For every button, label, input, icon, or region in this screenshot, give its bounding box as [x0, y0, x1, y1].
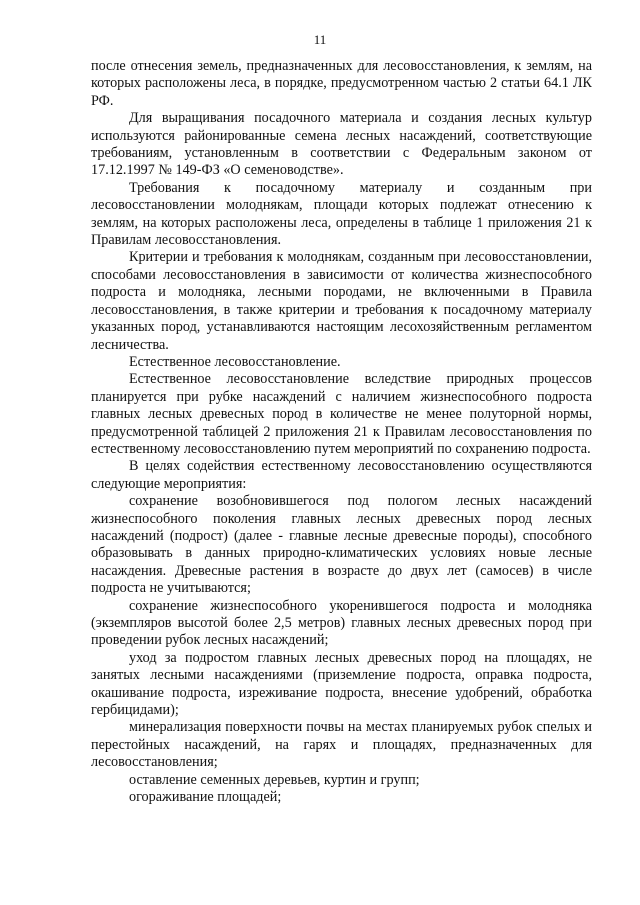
paragraph-3: Требования к посадочному материалу и созданным при лесовосстановлении молоднякам, площади которых подлежат отнесению к землям, на которых расположены леса, определены в таблице 1 приложения 21 к Правилам лесовосстановления.: [91, 179, 592, 249]
paragraph-10: уход за подростом главных лесных древесных пород на площадях, не занятых лесными насаждениями (приземление подроста, оправка подроста, окашивание подроста, изреживание подроста, внесение удобрений, обработка гербицидами);: [91, 649, 592, 719]
paragraph-11: минерализация поверхности почвы на местах планируемых рубок спелых и перестойных насаждений, на гарях и площадях, предназначенных для лесовосстановления;: [91, 719, 592, 771]
paragraph-7: В целях содействия естественному лесовосстановлению осуществляются следующие мероприятия:: [91, 458, 592, 492]
paragraph-12: оставление семенных деревьев, куртин и групп;: [129, 771, 420, 788]
paragraph-2: Для выращивания посадочного материала и создания лесных культур используются районированные семена лесных насаждений, соответствующие требованиям, установленным в соответствии с Федеральным законом от 17.12.1997 № 149-ФЗ «О семеноводстве».: [91, 110, 592, 179]
paragraph-8: сохранение возобновившегося под пологом лесных насаждений жизнеспособного поколения главных лесных древесных пород лесных насаждений (подрост) (далее - главные лесные древесные породы), способного образовывать в данных природно-климатических условиях новые лесные насаждения. Древесные растения в возрасте до двух лет (самосев) в числе подроста не учитываются;: [91, 493, 592, 597]
paragraph-5: Естественное лесовосстановление.: [129, 353, 341, 370]
paragraph-4: Критерии и требования к молоднякам, созданным при лесовосстановлении, способами лесовосстановления в зависимости от количества жизнеспособного подроста и молодняка, лесными породами, не включенными в Правила лесовосстановления, в также критерии и требования к посадочному материалу указанных пород, устанавливаются настоящим лесохозяйственным регламентом лесничества.: [91, 249, 592, 353]
page-number: 11: [313, 32, 327, 47]
paragraph-6: Естественное лесовосстановление вследствие природных процессов планируется при рубке насаждений с наличием жизнеспособного подроста главных лесных древесных пород в количестве не менее полуторной нормы, предусмотренной таблицей 2 приложения 21 к Правилам лесовосстановления по естественному лесовосстановлению путем мероприятий по сохранению подроста.: [91, 371, 592, 457]
body-text: [91, 58, 592, 806]
paragraph-1: после отнесения земель, предназначенных для лесовосстановления, к землям, на которых расположены леса, в порядке, предусмотренном частью 2 статьи 64.1 ЛК РФ.: [91, 58, 592, 109]
paragraph-9: сохранение жизнеспособного укоренившегося подроста и молодняка (экземпляров высотой более 2,5 метров) главных лесных древесных пород при проведении рубок лесных насаждений;: [91, 597, 592, 649]
paragraph-13: огораживание площадей;: [129, 789, 282, 806]
